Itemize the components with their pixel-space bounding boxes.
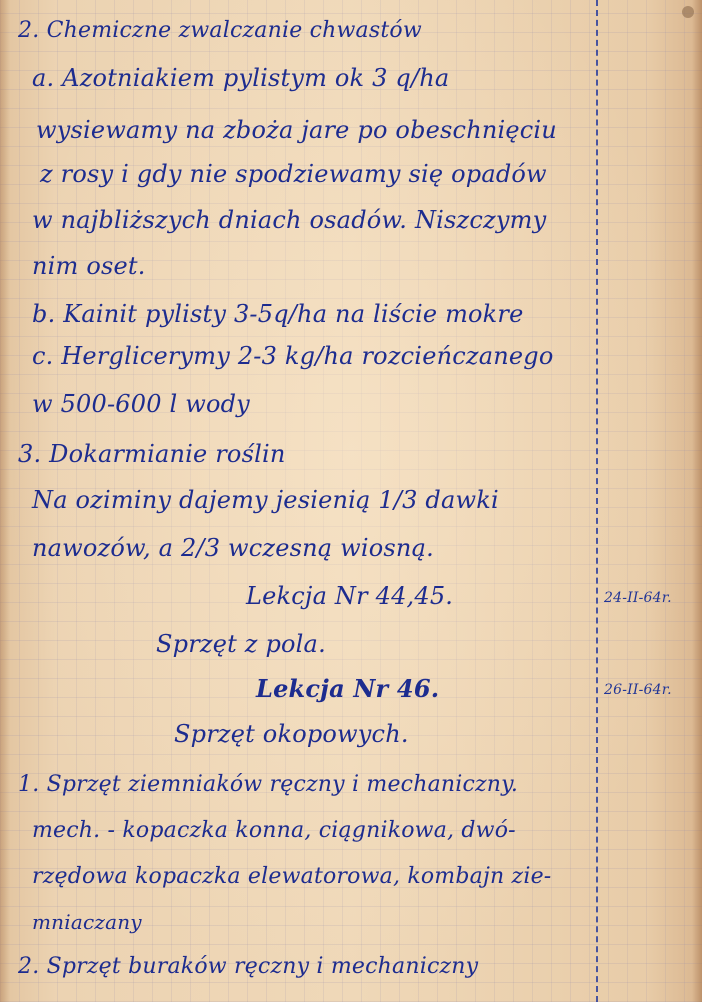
- text-line: c. Herglicerymy 2-3 kg/ha rozcieńczanego: [32, 342, 554, 370]
- topic-heading: Sprzęt okopowych.: [174, 720, 409, 748]
- binding-hole: [682, 6, 694, 18]
- text-line: nim oset.: [32, 252, 146, 280]
- section-heading-chemical-weeding: 2. Chemiczne zwalczanie chwastów: [18, 18, 422, 43]
- text-line: rzędowa kopaczka elewatorowa, kombajn zie-: [32, 864, 552, 889]
- text-line: w najbliższych dniach osadów. Niszczymy: [32, 206, 547, 234]
- margin-date: 24-II-64r.: [604, 590, 672, 606]
- margin-line: [596, 0, 598, 1002]
- margin-date: 26-II-64r.: [604, 682, 672, 698]
- text-line: nawozów, a 2/3 wczesną wiosną.: [32, 534, 434, 562]
- text-line: mniaczany: [32, 910, 142, 934]
- text-line: wysiewamy na zboża jare po obeschnięciu: [36, 116, 557, 144]
- text-line: 2. Sprzęt buraków ręczny i mechaniczny: [18, 954, 479, 979]
- text-line: Na oziminy dajemy jesienią 1/3 dawki: [32, 486, 499, 514]
- page-edge-left: [0, 0, 10, 1002]
- text-line: 1. Sprzęt ziemniaków ręczny i mechaniczny.: [18, 772, 519, 797]
- page-edge-right: [692, 0, 702, 1002]
- text-line: b. Kainit pylisty 3-5q/ha na liście mokre: [32, 300, 524, 328]
- text-line: mech. - kopaczka konna, ciągnikowa, dwó-: [32, 818, 516, 843]
- lesson-heading: Lekcja Nr 46.: [256, 674, 440, 703]
- topic-heading: Sprzęt z pola.: [156, 630, 326, 658]
- text-line: a. Azotniakiem pylistym ok 3 q/ha: [32, 64, 450, 92]
- text-line: w 500-600 l wody: [32, 390, 250, 418]
- text-line: z rosy i gdy nie spodziewamy się opadów: [40, 160, 547, 188]
- lesson-heading: Lekcja Nr 44,45.: [246, 582, 454, 610]
- section-heading-plant-feeding: 3. Dokarmianie roślin: [18, 440, 286, 468]
